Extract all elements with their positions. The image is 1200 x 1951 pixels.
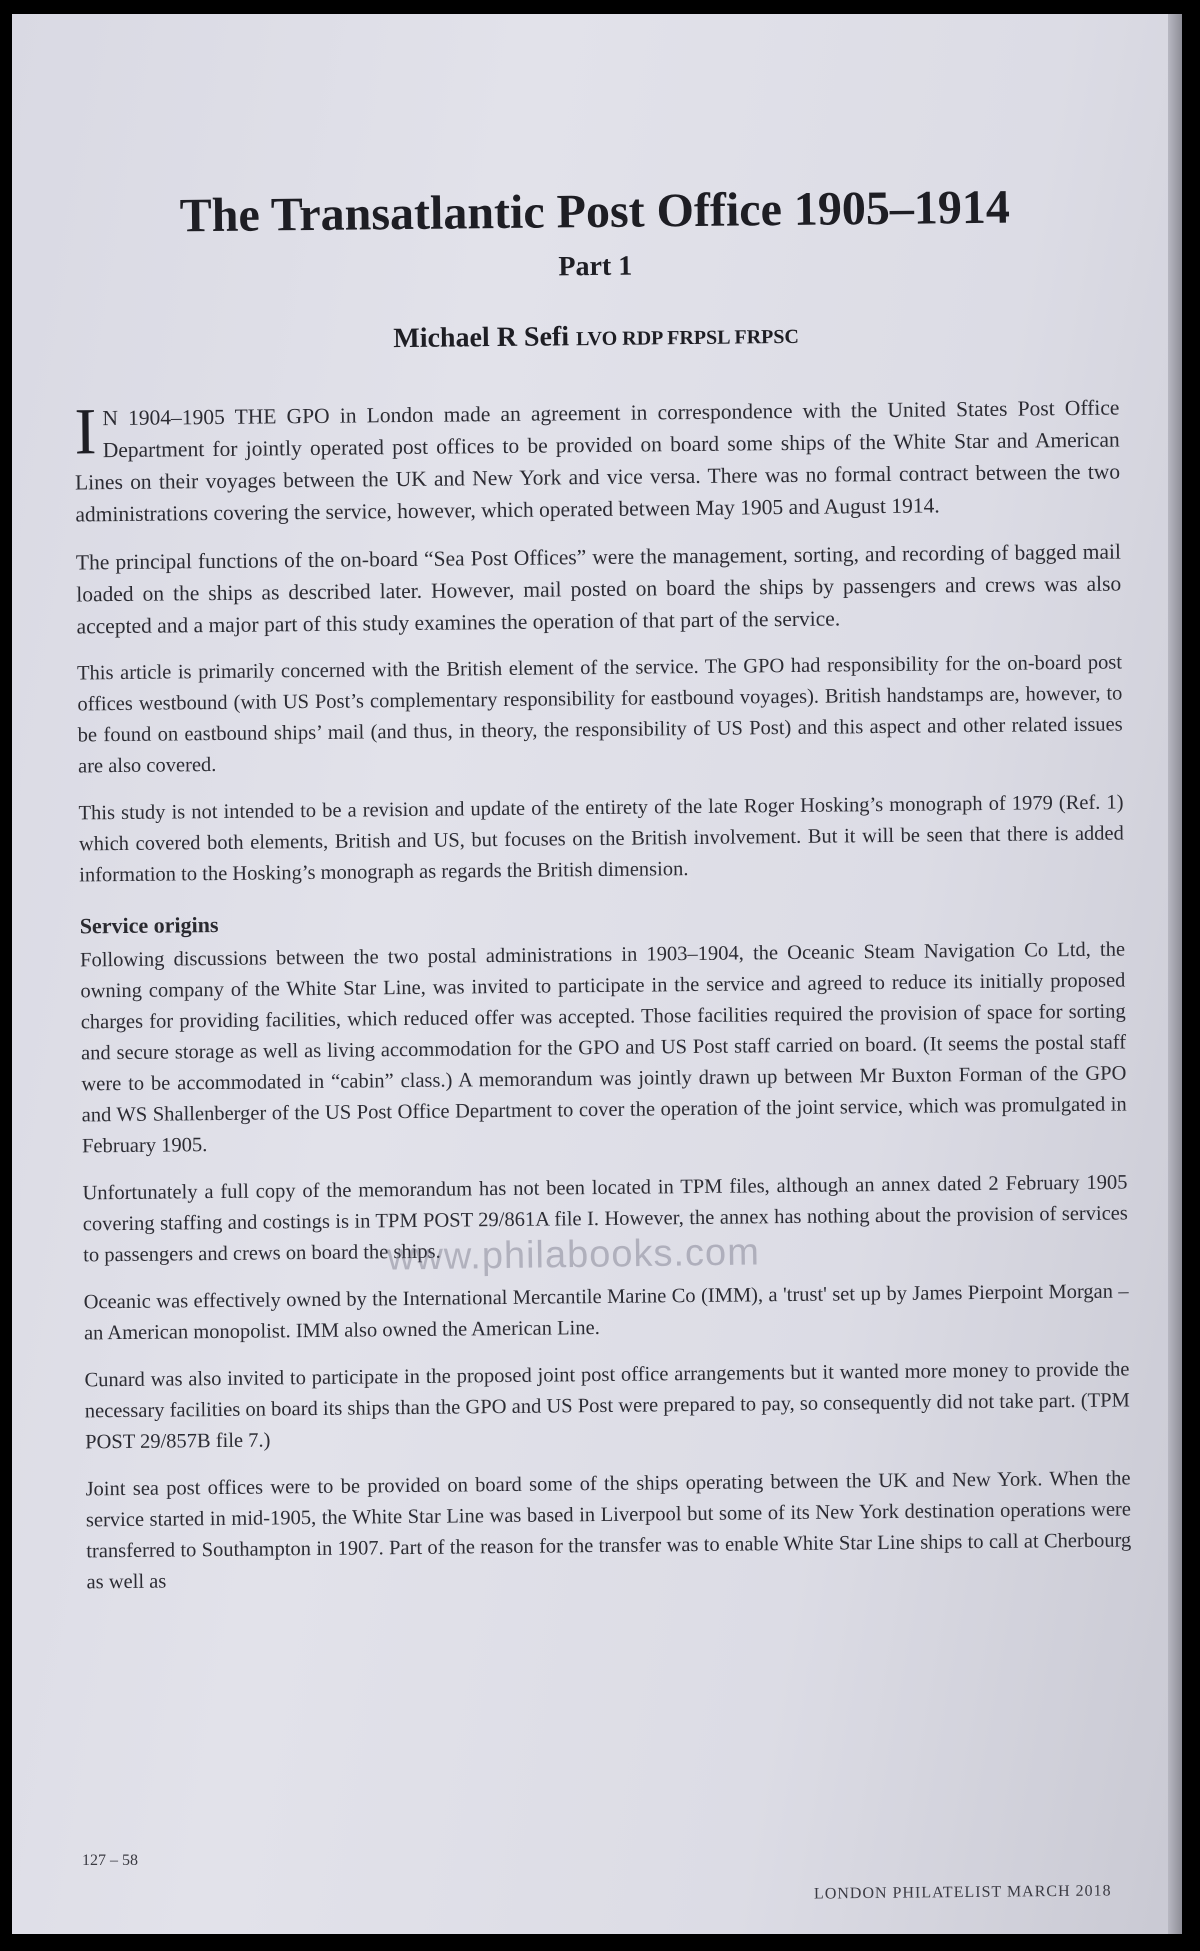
paragraph: Following discussions between the two postal administrations in 1903–1904, the Oceanic Steam Navigation Co Ltd, the owning company of the White Star Line, was invited to participate in the service and agreed to reduce its initially proposed charges for providing facilities, which reduced offer was accepted. Those facilities required the provision of space for sorting and secure storage as well as living accommodation for the GPO and US Post staff carried on board. (It seems the postal staff were to be accommodated in “cabin” class.) A memorandum was jointly drawn up between Mr Buxton Forman of the GPO and WS Shallenberger of the US Post Office Department to cover the operation of the joint service, which was promulgated in February 1905. — [79, 938, 1127, 1158]
author-line — [73, 316, 1118, 359]
page-number: 127 – 58 — [82, 1852, 138, 1869]
page-edge-shadow — [1168, 14, 1182, 1934]
author-name: Michael R Sefi — [393, 321, 570, 355]
paragraph-intro — [74, 392, 1120, 531]
article-title: The Transatlantic Post Office 1905–1914 — [179, 180, 1011, 243]
paragraph: The principal functions of the on-board “Sea Post Offices” were the management, sorting, and recording of bagged mail loaded on the ships as described later. However, mail posted on board the ships by passengers and crews was also accepted and a major part of this study examines the operation of that part of the service. — [75, 539, 1122, 639]
section-heading: Service origins — [79, 912, 219, 939]
paragraph: Oceanic was effectively owned by the International Mercantile Marine Co (IMM), a 'trust' set up by James Pierpoint Morgan – an American monopolist. IMM also owned the American Line. — [83, 1280, 1129, 1345]
paragraph: Joint sea post offices were to be provided on board some of the ships operating between the UK and New York. When the service started in mid-1905, the White Star Line was based in Liverpool but some of its New York destination operations were transferred to Southampton in 1907. Part of the reason for the transfer was to enable White Star Line ships to call at Cherbourg as well as — [85, 1467, 1132, 1594]
paragraph-intro-text: N 1904–1905 THE GPO in London made an agreement in correspondence with the United States Post Office Department for jointly operated post offices to be provided on board some ships of the White Star and American Lines on their voyages between the UK and New York and vice versa. There was no formal contract between the two administrations covering the service, however, which operated between May 1905 and August 1914. — [74, 395, 1121, 527]
paragraph: Unfortunately a full copy of the memorandum has not been located in TPM files, although an annex dated 2 February 1905 covering staffing and costings is in TPM POST 29/861A file I. However, the annex has nothing about the provision of services to passengers and crews on board the ships. — [82, 1171, 1128, 1267]
paragraph: This study is not intended to be a revision and update of the entirety of the late Roger Hosking’s monograph of 1979 (Ref. 1) which covered both elements, British and US, but focuses on the British involvement. But it will be seen that there is added information to the Hosking’s monograph as regards the British dimension. — [78, 791, 1124, 887]
article-part: Part 1 — [558, 250, 633, 283]
photographed-page — [12, 14, 1182, 1934]
paragraph: Cunard was also invited to participate in the proposed joint post office arrangements but it wanted more money to provide the necessary facilities on board its ships than the GPO and US Post were prepared to pay, so consequently did not take part. (TPM POST 29/857B file 7.) — [84, 1358, 1130, 1454]
drop-cap: I — [74, 395, 97, 469]
publication-footer: LONDON PHILATELIST MARCH 2018 — [814, 1882, 1113, 1903]
watermark: www.philabooks.com — [386, 1231, 761, 1279]
author-credentials: LVO RDP FRPSL FRPSC — [575, 326, 799, 351]
article — [72, 179, 1132, 1615]
paragraph: This article is primarily concerned with the British element of the service. The GPO had responsibility for the on-board post offices westbound (with US Post’s complementary responsibility for eastbound voyages). British handstamps are, however, to be found on eastbound ships’ mail (and thus, in theory, the responsibility of US Post) and this aspect and other related issues are also covered. — [76, 651, 1123, 778]
